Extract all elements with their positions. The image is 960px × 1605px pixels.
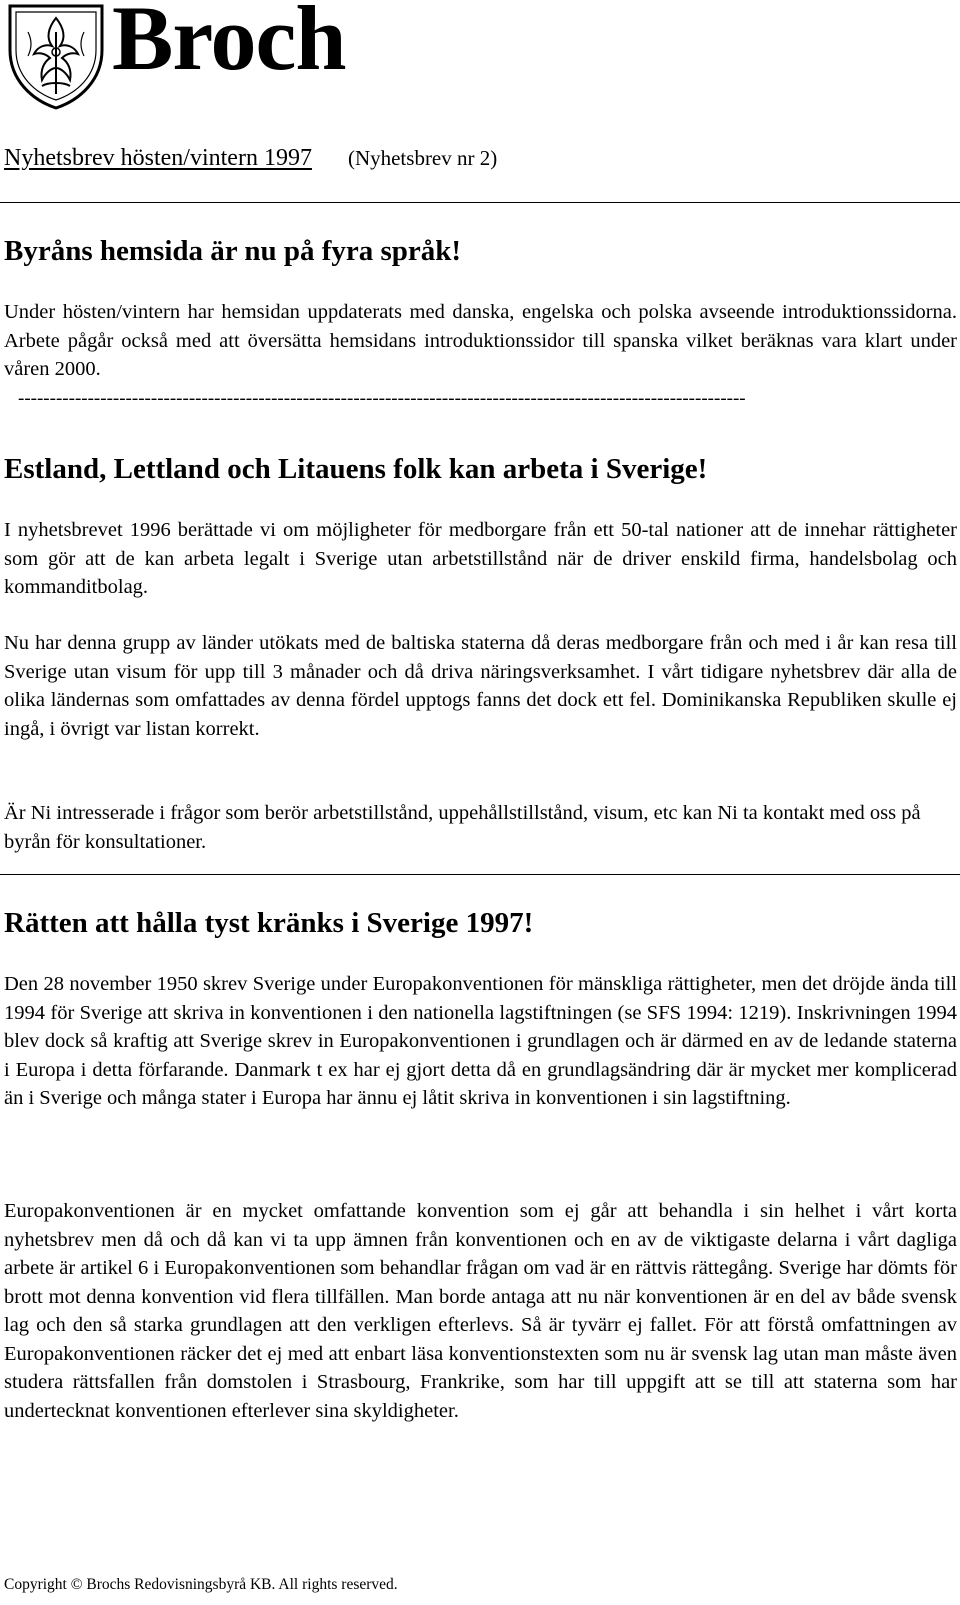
section-paragraph: Europakonventionen är en mycket omfattande konvention som ej går att behandla i sin helhet i vårt korta nyhetsbrev men då och då kan vi ta upp ämnen från konventionen och en av de viktigaste delarna i vårt dagliga arbete är artikel 6 i Europakonventionen som behandlar frågan om vad är en rättvis rättegång. Sverige har dömts för brott mot denna konvention vid flera tillfällen. Man borde antaga att nu när konventionen är en del av både svensk lag och den så starka grundlagen att den verkligen efterlevs. Så är tyvärr ej fallet. För att förstå omfattningen av Europakonventionen räcker det ej med att enbart läsa konventionstexten som nu är svensk lag utan man måste även studera rättsfallen från domstolen i Strasbourg, Frankrike, som har till uppgift att se till att staterna som har undertecknat konventionen efterlever sina skyldigheter.: [4, 1200, 957, 1422]
dashed-separator: -------------------------------------------------------------------------------------------------------------------: [18, 388, 746, 409]
section-paragraph: Nu har denna grupp av länder utökats med de baltiska staterna då deras medborgare från och med i år kan resa till Sverige utan visum för upp till 3 månader och då driva näringsverksamhet. I vårt tidigare nyhetsbrev där alla de olika ländernas som omfattades av denna fördel upptogs fanns det dock ett fel. Dominikanska Republiken skulle ej ingå, i övrigt var listan korrekt.: [4, 632, 957, 740]
shield-crest-icon: [6, 2, 106, 110]
newsletter-number: (Nyhetsbrev nr 2): [347, 146, 498, 170]
section-heading: Byråns hemsida är nu på fyra språk!: [4, 235, 462, 267]
section-paragraph: I nyhetsbrevet 1996 berättade vi om möjligheter för medborgare från ett 50-tal nationer att de innehar rättigheter som gör att de kan arbeta legalt i Sverige utan arbetstillstånd när de driver enskild firma, handelsbolag och kommanditbolag.: [4, 519, 957, 598]
brand-header: [6, 2, 606, 110]
newsletter-title: Nyhetsbrev hösten/vintern 1997: [4, 145, 312, 171]
section-paragraph: Den 28 november 1950 skrev Sverige under Europakonventionen för mänskliga rättigheter, men det dröjde ända till 1994 för Sverige att skriva in konventionen i den nationella lagstiftningen (se SFS 1994: 1219). Inskrivningen 1994 blev dock så kraftig att Sverige skrev in Europakonventionen i grundlagen och är därmed en av de ledande staterna i Europa i detta förfarande. Danmark t ex har ej gjort detta då en grundlagsändring där är mycket mer komplicerad än i Sverige och många stater i Europa har ännu ej låtit skriva in konventionen i sin lagstiftning.: [4, 973, 957, 1109]
section-paragraph: Är Ni intresserade i frågor som berör arbetstillstånd, uppehållstillstånd, visum, etc kan Ni ta kontakt med oss på byrån för konsultationer.: [4, 802, 921, 853]
section-heading: Estland, Lettland och Litauens folk kan arbeta i Sverige!: [4, 453, 708, 485]
newsletter-heading: [4, 143, 497, 173]
brand-name: Broch: [112, 0, 346, 89]
divider: [0, 202, 960, 203]
section-heading: Rätten att hålla tyst kränks i Sverige 1997!: [4, 907, 534, 939]
divider: [0, 874, 960, 875]
copyright-footer: Copyright © Brochs Redovisningsbyrå KB. All rights reserved.: [4, 1576, 398, 1593]
section-paragraph: Under hösten/vintern har hemsidan uppdaterats med danska, engelska och polska avseende introduktionssidorna. Arbete pågår också med att översätta hemsidans introduktionssidor till spanska vilket beräknas vara klart under våren 2000.: [4, 301, 957, 380]
